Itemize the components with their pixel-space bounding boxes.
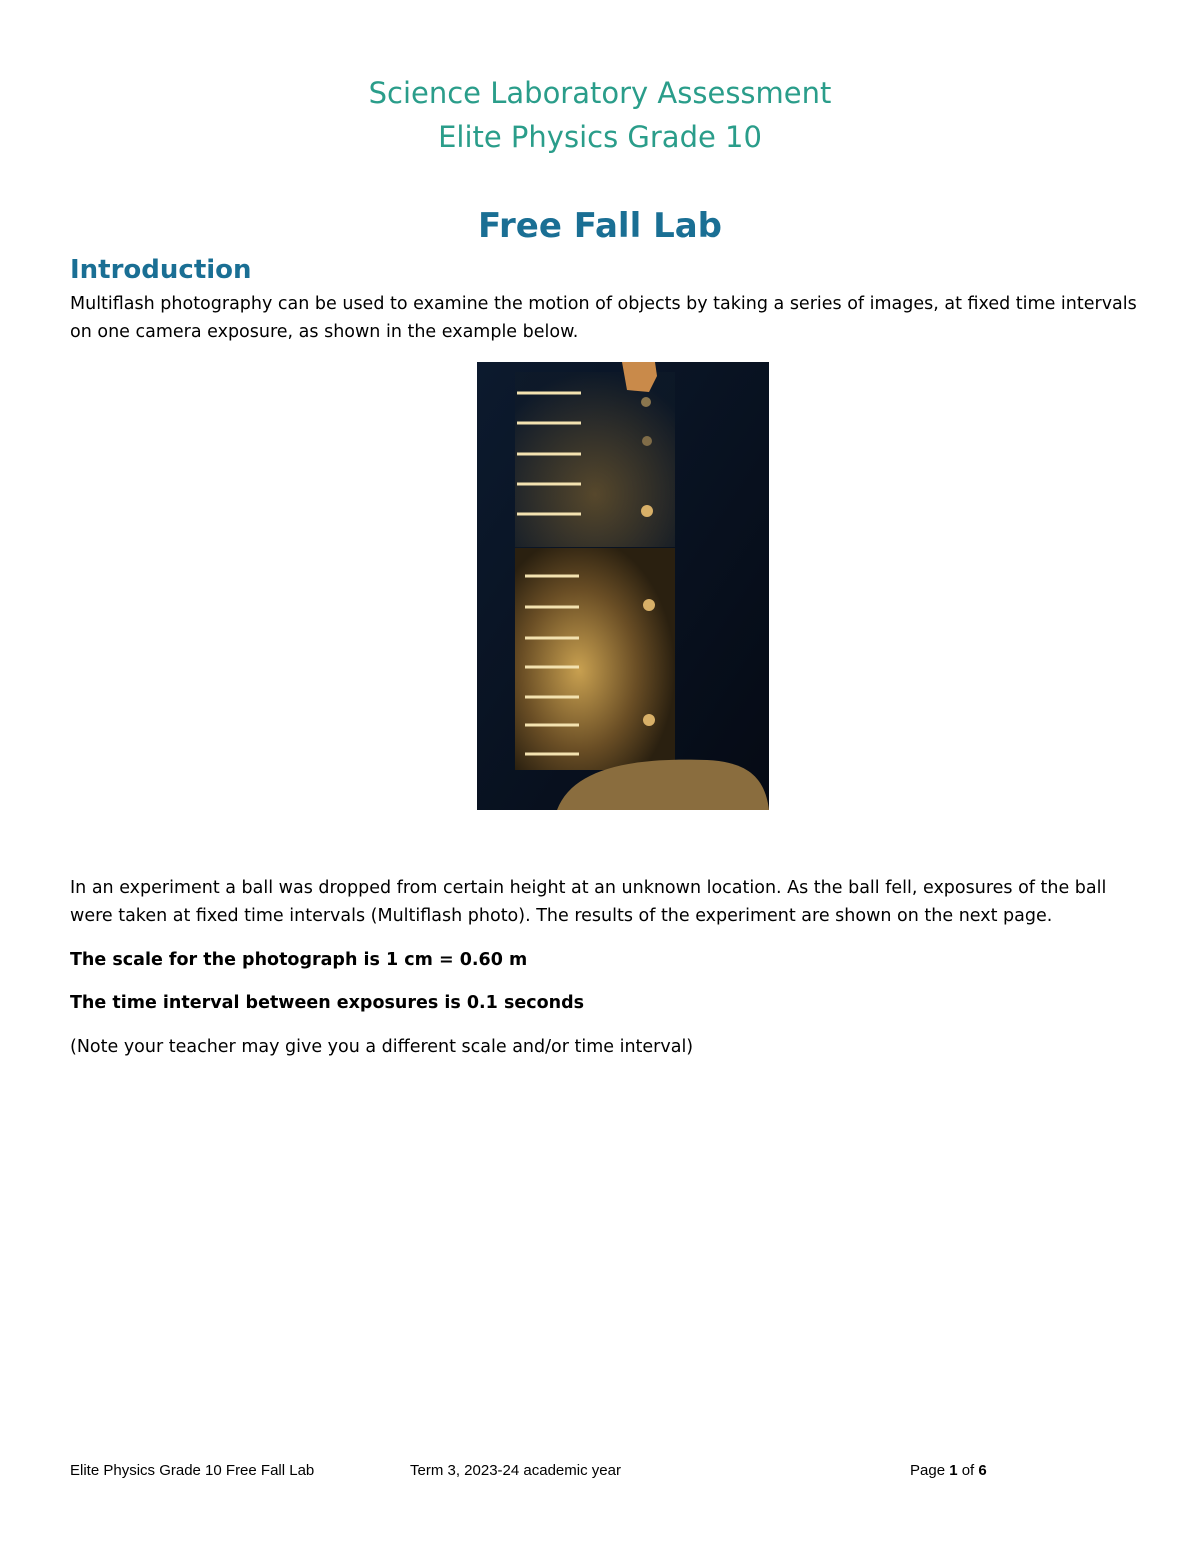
- header-line-2: Elite Physics Grade 10: [438, 120, 762, 154]
- header-line-1: Science Laboratory Assessment: [368, 76, 832, 110]
- page-current: 1: [949, 1462, 958, 1479]
- scale-statement: The scale for the photograph is 1 cm = 0.60 m: [70, 950, 528, 970]
- introduction-heading: Introduction: [70, 255, 252, 285]
- introduction-paragraph: Multiflash photography can be used to examine the motion of objects by taking a series of images, at fixed time intervals on one camera exposure, as shown in the example below.: [70, 294, 1137, 342]
- page-label: Page: [910, 1462, 950, 1479]
- document-title: Free Fall Lab: [477, 206, 723, 246]
- footer-left: Elite Physics Grade 10 Free Fall Lab: [70, 1462, 315, 1479]
- of-label: of: [957, 1462, 979, 1479]
- teacher-note: (Note your teacher may give you a different scale and/or time interval): [70, 1037, 694, 1057]
- experiment-paragraph: In an experiment a ball was dropped from certain height at an unknown location. As the ball fell, exposures of the ball were taken at fixed time intervals (Multiflash photo). The results of the experiment are shown on the next page.: [70, 878, 1107, 926]
- page-total: 6: [978, 1462, 987, 1479]
- footer-center: Term 3, 2023-24 academic year: [410, 1462, 621, 1479]
- multiflash-photo: [477, 362, 769, 810]
- interval-statement: The time interval between exposures is 0.1 seconds: [70, 993, 585, 1013]
- footer-page-number: [910, 1462, 987, 1479]
